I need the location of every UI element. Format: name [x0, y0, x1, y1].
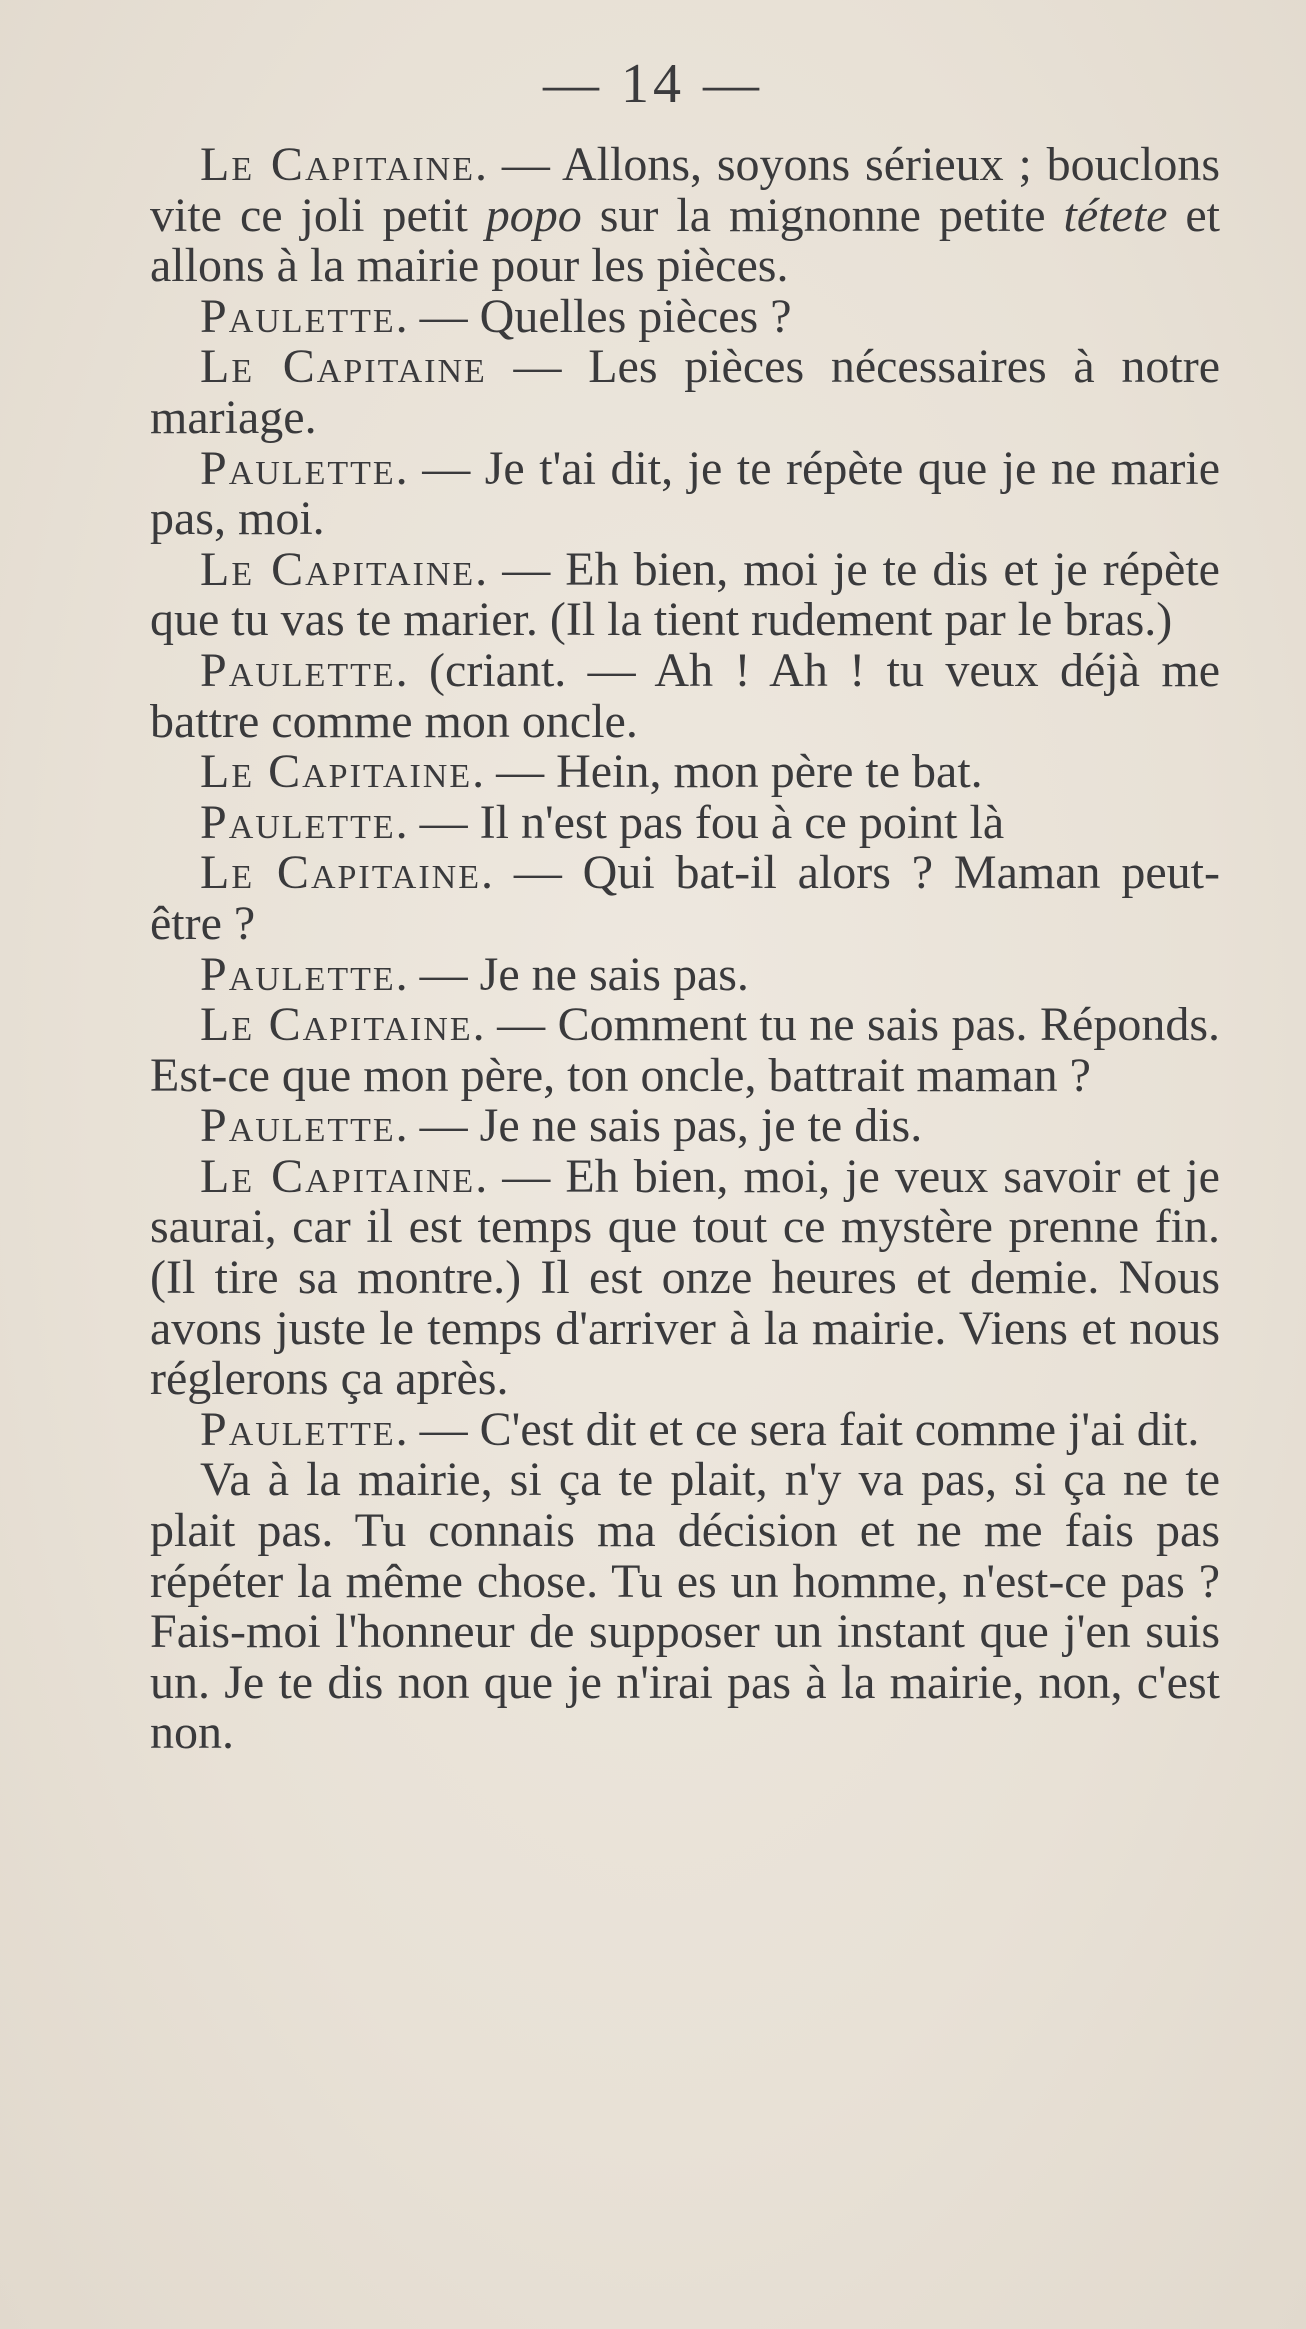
dialogue-line: Paulette. — Il n'est pas fou à ce point là — [200, 795, 1005, 849]
speaker-name: Paulette — [200, 1402, 396, 1456]
speaker-name: Paulette — [200, 289, 396, 343]
speaker-name: Le Capitaine — [200, 1149, 476, 1203]
speaker-name: Paulette — [200, 947, 396, 1001]
emphasis: popo — [485, 188, 582, 242]
page-number: — 14 — — [543, 53, 763, 115]
speaker-name: Le Capitaine — [200, 138, 475, 191]
dialogue-text — [150, 140, 1220, 1759]
dialogue-line: Le Capitaine. — Eh bien, moi je te dis et je répète que tu vas te marier. (Il la tient rudement par le bras.) — [150, 542, 1220, 647]
speaker-name: Paulette — [200, 1099, 396, 1153]
dialogue-line: Le Capitaine. — Comment tu ne sais pas. Réponds. Est-ce que mon père, ton oncle, battrait maman ? — [150, 998, 1220, 1102]
speaker-name: Le Capitaine — [200, 340, 487, 394]
speaker-name: Paulette — [200, 795, 396, 849]
dialogue-line: Le Capitaine. — Eh bien, moi, je veux savoir et je saurai, car il est temps que tout ce mystère prenne fin. (Il tire sa montre.) Il est onze heures et demie. Nous avons juste le temps d'arriver à la mairie. Viens et nous réglerons ça après. — [150, 1149, 1220, 1406]
speaker-name: Paulette — [200, 643, 396, 697]
speaker-name: Le Capitaine — [200, 846, 481, 900]
dialogue-line: Paulette. — Quelles pièces ? — [200, 289, 792, 343]
dialogue-line: Le Capitaine. — Hein, mon père te bat. — [200, 745, 983, 799]
dialogue-line: Paulette. — Je ne sais pas. — [200, 947, 749, 1001]
speaker-name: Le Capitaine — [200, 998, 473, 1052]
dialogue-line: Le Capitaine. — Allons, soyons sérieux ; bouclons vite ce joli petit popo sur la mignonne petite tétete et allons à la mairie pour les pièces. — [150, 138, 1221, 293]
dialogue-line: Le Capitaine. — Qui bat-il alors ? Maman peut-être ? — [150, 846, 1221, 950]
dialogue-line: Le Capitaine — Les pièces nécessaires à notre mariage. — [150, 340, 1220, 444]
continuation-paragraph: Va à la mairie, si ça te plait, n'y va pas, si ça ne te plait pas. Tu connais ma décision et ne me fais pas répéter la même chose. Tu es un homme, n'est-ce pas ? Fais-moi l'honneur de supposer un instant que j'en suis un. Je te dis non que je n'irai pas à la mairie, non, c'est non. — [150, 1453, 1220, 1760]
speaker-name: Le Capitaine — [200, 542, 476, 596]
dialogue-line: Paulette. (criant. — Ah ! Ah ! tu veux déjà me battre comme mon oncle. — [150, 643, 1220, 748]
dialogue-line: Paulette. — Je ne sais pas, je te dis. — [200, 1099, 923, 1153]
speaker-name: Le Capitaine — [200, 745, 473, 799]
speaker-name: Paulette — [200, 441, 396, 495]
dialogue-line: Paulette. — C'est dit et ce sera fait comme j'ai dit. — [200, 1402, 1200, 1456]
dialogue-line: Paulette. — Je t'ai dit, je te répète que je ne marie pas, moi. — [150, 441, 1220, 546]
emphasis: tétete — [1063, 188, 1168, 242]
